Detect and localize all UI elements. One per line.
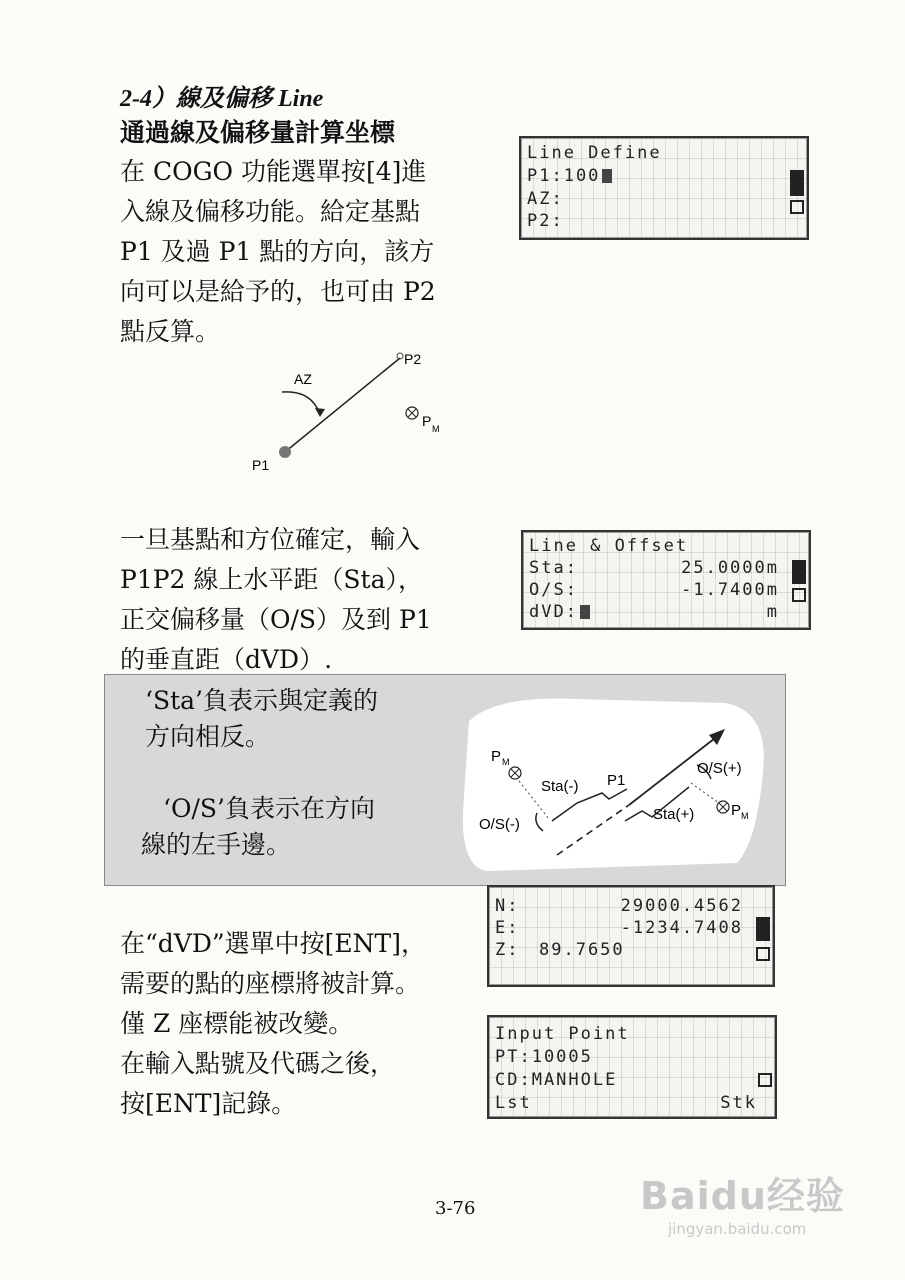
paragraph-line: 正交偏移量（O/S）及到 P1 <box>120 605 432 634</box>
pm-left-subscript: M <box>502 757 510 767</box>
sta-negative-label: Sta(-) <box>541 778 579 795</box>
paragraph-line: 一旦基點和方位確定，輸入 <box>120 525 421 554</box>
watermark-brand: Baidu经验 <box>640 1174 845 1218</box>
paragraph-line: P1 及過 P1 點的方向，該方 <box>120 237 435 266</box>
lcd-screen-line-offset <box>521 530 811 630</box>
pm-left-label: P <box>491 748 502 765</box>
sta-positive-label: Sta(+) <box>653 806 695 823</box>
dvd-label: dVD: <box>529 602 578 622</box>
paragraph-line: 向可以是給予的，也可由 P2 <box>120 277 436 306</box>
os-value: -1.7400m <box>681 580 779 600</box>
offset-sign-diagram <box>457 691 775 877</box>
paragraph-line: 需要的點的座標將被計算。 <box>120 969 421 998</box>
pm-right-subscript: M <box>741 811 749 821</box>
screen-title: Input Point <box>495 1024 630 1044</box>
page-indicator-icon <box>756 917 770 941</box>
note-line: ‘Sta’負表示與定義的 <box>145 686 378 715</box>
azimuth-arc <box>282 392 320 415</box>
pm-subscript: M <box>432 424 440 434</box>
p2-label: P2 <box>404 351 422 367</box>
paragraph-line: 在 COGO 功能選單按[4]進 <box>120 157 427 186</box>
os-negative-label: O/S(-) <box>479 816 520 833</box>
screen-title: Line & Offset <box>529 536 689 556</box>
p2-field: P2: <box>527 211 564 231</box>
dvd-unit: m <box>766 602 779 622</box>
paragraph-offset <box>120 520 432 680</box>
paragraph-line: 僅 Z 座標能被改變。 <box>120 1009 354 1038</box>
page-number: 3-76 <box>435 1198 476 1219</box>
p1-label: P1 <box>607 772 626 789</box>
os-positive-label: O/S(+) <box>697 760 742 777</box>
lcd-screen-input-point <box>487 1015 777 1119</box>
paragraph-line: 按[ENT]記錄。 <box>120 1089 297 1118</box>
input-cursor <box>602 169 612 183</box>
note-line: 線的左手邊。 <box>141 830 292 859</box>
sta-value: 25.0000m <box>681 558 779 578</box>
p1-label: P1 <box>252 457 270 473</box>
os-label: O/S: <box>529 580 578 600</box>
east-label: E: <box>495 918 520 938</box>
stack-softkey[interactable]: Stk <box>720 1093 757 1113</box>
line-define-diagram <box>240 340 470 480</box>
azimuth-arrowhead <box>315 408 325 417</box>
east-value: -1234.7408 <box>620 918 743 938</box>
list-softkey[interactable]: Lst <box>495 1093 532 1113</box>
sta-label: Sta: <box>529 558 578 578</box>
watermark-url: jingyan.baidu.com <box>668 1220 807 1238</box>
pm-point-marker <box>406 407 418 419</box>
pm-right-label: P <box>731 802 742 819</box>
scroll-indicator-icon <box>792 588 806 602</box>
az-field: AZ: <box>527 189 564 209</box>
scroll-indicator-icon <box>756 947 770 961</box>
paragraph-line: 入線及偏移功能。給定基點 <box>120 197 421 226</box>
paragraph-intro <box>120 152 436 352</box>
p1-field: P1:100 <box>527 166 601 186</box>
paragraph-line: 點反算。 <box>120 317 221 346</box>
input-cursor <box>580 605 590 619</box>
note-line: ‘O/S’負表示在方向 <box>163 794 375 823</box>
watermark <box>640 1165 845 1238</box>
lcd-screen-line-define <box>519 136 809 240</box>
pm-label: P <box>422 413 432 429</box>
section-subtitle: 通過線及偏移量計算坐標 <box>120 118 396 147</box>
p1-point-marker <box>279 446 291 458</box>
note-line: 方向相反。 <box>145 722 271 751</box>
screen-title: Line Define <box>527 143 662 163</box>
az-label: AZ <box>294 371 312 387</box>
section-title: 2-4）線及偏移 Line <box>120 86 324 112</box>
north-label: N: <box>495 896 520 916</box>
z-label: Z: <box>495 940 520 960</box>
paragraph-line: 的垂直距（dVD）. <box>120 645 333 674</box>
code-field: CD:MANHOLE <box>495 1070 618 1090</box>
lcd-screen-coordinates <box>487 885 775 987</box>
scroll-indicator-icon <box>790 200 804 214</box>
point-number-field: PT:10005 <box>495 1047 593 1067</box>
scroll-indicator-icon <box>758 1073 772 1087</box>
note-box <box>104 674 786 886</box>
paragraph-line: P1P2 線上水平距（Sta）， <box>120 565 423 594</box>
north-value: 29000.4562 <box>620 896 743 916</box>
paragraph-line: 在輸入點號及代碼之後， <box>120 1049 396 1078</box>
paragraph-record <box>120 924 426 1124</box>
page-indicator-icon <box>792 560 806 584</box>
page-indicator-icon <box>790 170 804 196</box>
z-value: 89.7650 <box>539 940 625 960</box>
paragraph-line: 在“dVD”選單中按[ENT]， <box>120 929 426 958</box>
